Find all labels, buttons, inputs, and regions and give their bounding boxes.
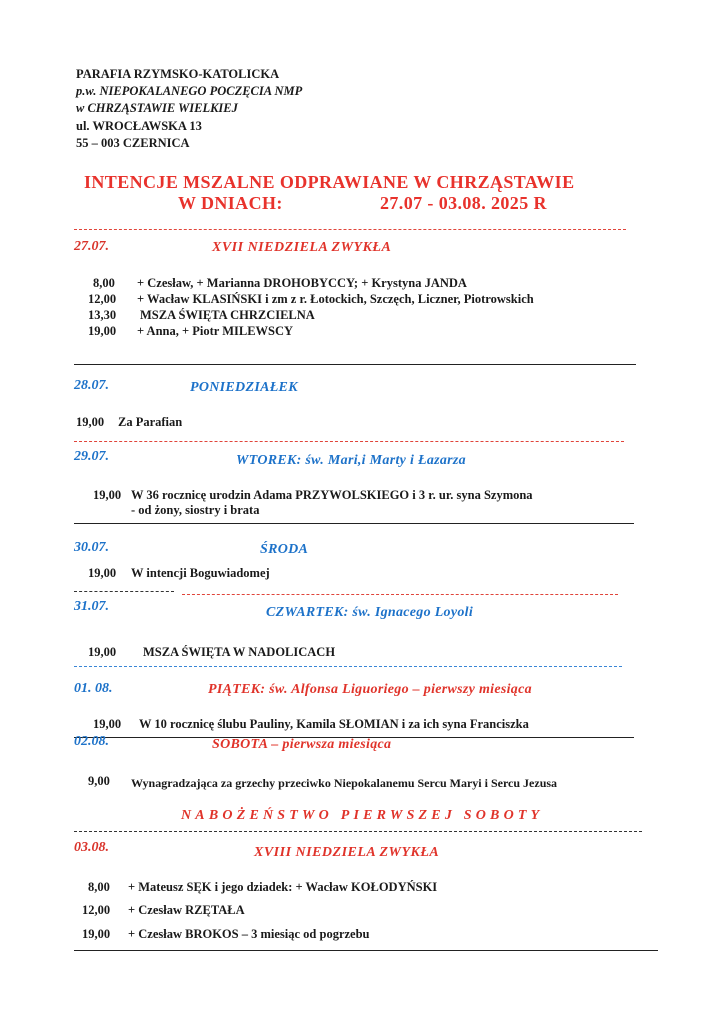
day-date: 29.07. — [74, 449, 109, 464]
parish-dedication: p.w. NIEPOKALANEGO POCZĘCIA NMP — [76, 84, 303, 98]
divider — [74, 441, 624, 442]
mass-time: 12,00 — [88, 292, 117, 306]
day-date: 01. 08. — [74, 681, 113, 696]
page-title: INTENCJE MSZALNE ODPRAWIANE W CHRZĄSTAWIE — [84, 172, 575, 192]
mass-intention: W 36 rocznicę urodzin Adama PRZYWOLSKIEGO i 3 r. ur. syna Szymona — [131, 488, 533, 502]
divider — [74, 831, 642, 832]
day-name: XVIII NIEDZIELA ZWYKŁA — [254, 845, 440, 860]
first-saturday-devotion: NABOŻEŃSTWO PIERWSZEJ SOBOTY — [181, 808, 544, 823]
day-date: 28.07. — [74, 378, 109, 393]
day-name: ŚRODA — [260, 542, 309, 557]
divider — [74, 229, 626, 230]
mass-time: 19,00 — [93, 488, 122, 502]
mass-time: 19,00 — [93, 717, 122, 731]
divider — [74, 364, 636, 365]
day-name: CZWARTEK: św. Ignacego Loyoli — [266, 605, 474, 620]
mass-time: 19,00 — [88, 645, 117, 659]
mass-intention: Za Parafian — [118, 415, 183, 429]
parish-postcode: 55 – 003 CZERNICA — [76, 136, 190, 150]
day-date: 03.08. — [74, 840, 109, 855]
parish-name: PARAFIA RZYMSKO-KATOLICKA — [76, 67, 280, 81]
day-date: 31.07. — [74, 599, 109, 614]
divider — [74, 523, 634, 524]
day-name: WTOREK: św. Mari,i Marty i Łazarza — [236, 453, 466, 468]
day-name: SOBOTA – pierwsza miesiąca — [212, 737, 392, 752]
day-date: 02.08. — [74, 734, 109, 749]
page-title-dates: 27.07 - 03.08. 2025 R — [380, 193, 547, 213]
divider — [74, 950, 658, 951]
mass-time: 19,00 — [82, 927, 111, 941]
mass-intention: + Czesław RZĘTAŁA — [128, 903, 245, 917]
day-name: PONIEDZIAŁEK — [190, 380, 298, 395]
mass-intention: W intencji Boguwiadomej — [131, 566, 270, 580]
mass-time: 9,00 — [88, 774, 110, 788]
mass-intention: + Anna, + Piotr MILEWSCY — [137, 324, 294, 338]
page-title-dates-label: W DNIACH: — [178, 193, 283, 213]
divider — [74, 666, 622, 667]
mass-time: 19,00 — [88, 324, 117, 338]
divider — [182, 594, 618, 595]
mass-intention: + Czesław, + Marianna DROHOBYCCY; + Krystyna JANDA — [137, 276, 467, 290]
divider — [74, 591, 174, 592]
mass-time: 13,30 — [88, 308, 117, 322]
day-name: PIĄTEK: św. Alfonsa Liguoriego – pierwszy miesiąca — [208, 682, 532, 697]
day-name: XVII NIEDZIELA ZWYKŁA — [212, 240, 392, 255]
mass-time: 19,00 — [76, 415, 105, 429]
mass-time: 8,00 — [93, 276, 115, 290]
mass-intention: W 10 rocznicę ślubu Pauliny, Kamila SŁOMIAN i za ich syna Franciszka — [139, 717, 529, 731]
mass-intention: Wynagradzająca za grzechy przeciwko Niepokalanemu Sercu Maryi i Sercu Jezusa — [131, 776, 558, 790]
day-date: 27.07. — [74, 239, 109, 254]
mass-time: 8,00 — [88, 880, 110, 894]
mass-time: 12,00 — [82, 903, 111, 917]
mass-intention: + Mateusz SĘK i jego dziadek: + Wacław KOŁODYŃSKI — [128, 880, 438, 894]
mass-time: 19,00 — [88, 566, 117, 580]
mass-intention: + Wacław KLASIŃSKI i zm z r. Łotockich, Szczęch, Liczner, Piotrowskich — [137, 292, 534, 306]
parish-location: w CHRZĄSTAWIE WIELKIEJ — [76, 101, 238, 115]
mass-intention: + Czesław BROKOS – 3 miesiąc od pogrzebu — [128, 927, 370, 941]
mass-intention: - od żony, siostry i brata — [131, 503, 260, 517]
mass-intention: MSZA ŚWIĘTA CHRZCIELNA — [140, 308, 315, 322]
parish-street: ul. WROCŁAWSKA 13 — [76, 119, 202, 133]
day-date: 30.07. — [74, 540, 109, 555]
mass-intention: MSZA ŚWIĘTA W NADOLICACH — [143, 645, 336, 659]
